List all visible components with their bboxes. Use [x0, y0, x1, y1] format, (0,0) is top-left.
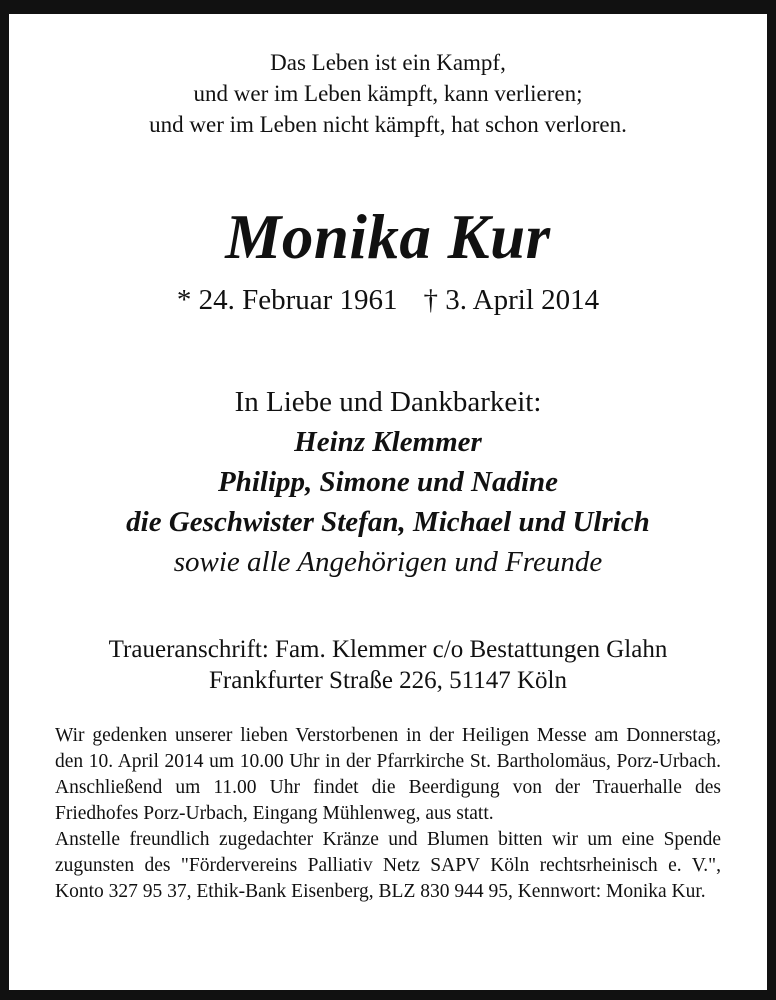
life-dates [9, 282, 767, 318]
donation-paragraph: Anstelle freundlich zugedachter Kränze und Blumen bitten wir um eine Spende zugunsten des "Fördervereins Palliativ Netz SAPV Köln rechtsrheinisch e. V.", Konto 327 95 37, Ethik-Bank Eisenberg, BLZ 830 944 95, Kennwort: Monika Kur. [55, 829, 721, 902]
address-line-1: Traueranschrift: Fam. Klemmer c/o Bestattungen Glahn [108, 636, 668, 663]
mourners-intro: In Liebe und Dankbarkeit: [234, 386, 542, 418]
service-notice [55, 723, 721, 905]
service-paragraph: Wir gedenken unserer lieben Verstorbenen in der Heiligen Messe am Donnerstag, den 10. April 2014 um 10.00 Uhr in der Pfarrkirche St. Bartholomäus, Porz-Urbach. Anschließend um 11.00 Uhr findet die Beerdigung von der Trauerhalle des Friedhofes Porz-Urbach, Eingang Mühlenweg, aus statt. [55, 725, 721, 824]
poem-line-1: Das Leben ist ein Kampf, [270, 50, 506, 75]
mourner-relatives: sowie alle Angehörigen und Freunde [173, 546, 603, 578]
mourning-address [9, 634, 767, 696]
mourner-siblings: die Geschwister Stefan, Michael und Ulrich [126, 506, 650, 538]
poem-line-3: und wer im Leben nicht kämpft, hat schon verloren. [149, 112, 627, 137]
poem [9, 47, 767, 140]
deceased-name: Monika Kur [225, 202, 551, 272]
address-line-2: Frankfurter Straße 226, 51147 Köln [208, 667, 568, 694]
birth-date: * 24. Februar 1961 [176, 284, 398, 316]
mourner-children: Philipp, Simone und Nadine [217, 466, 558, 498]
death-date: † 3. April 2014 [423, 284, 600, 316]
mourners-block [9, 382, 767, 582]
mourner-spouse: Heinz Klemmer [294, 426, 482, 458]
poem-line-2: und wer im Leben kämpft, kann verlieren; [193, 81, 583, 106]
